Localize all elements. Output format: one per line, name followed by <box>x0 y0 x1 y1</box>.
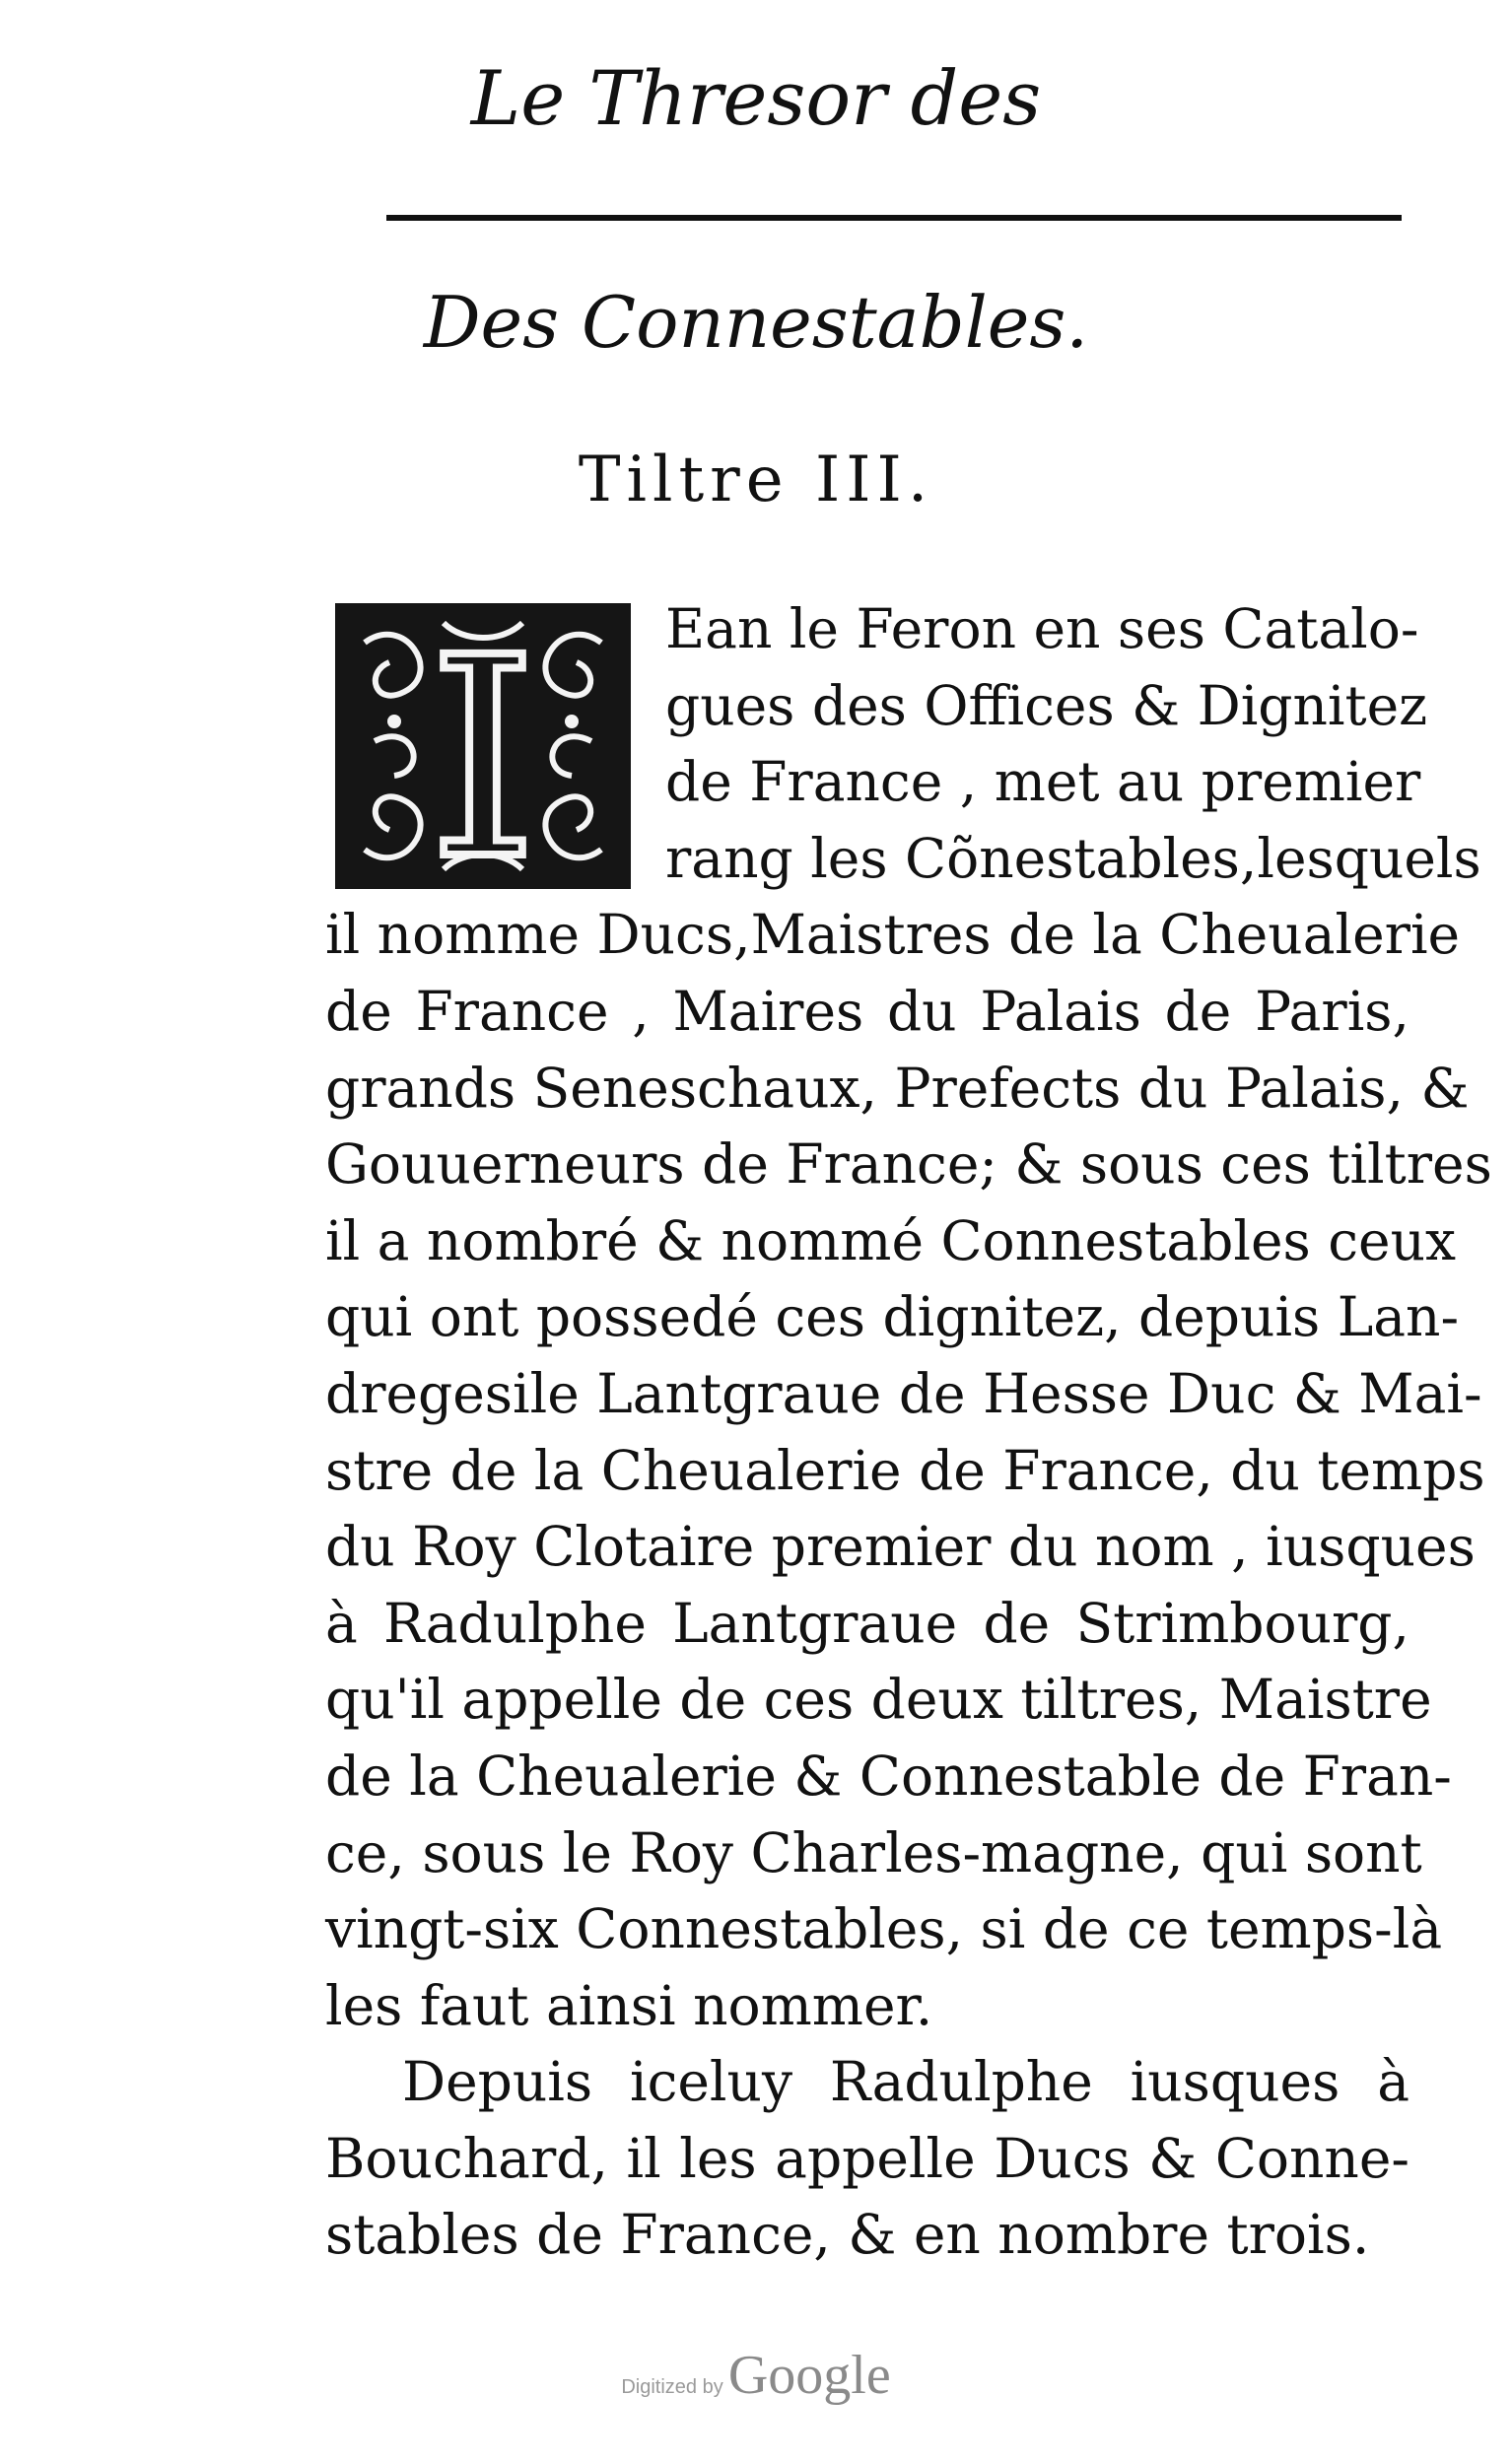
text-line: du Roy Clotaire premier du nom , iusques <box>325 1515 1476 1579</box>
text-line: stre de la Cheualerie de France, du temps <box>325 1438 1485 1502</box>
paragraph <box>325 2044 1409 2274</box>
text-line: grands Seneschaux, Prefects du Palais, & <box>325 1056 1470 1120</box>
text-line: rang les Cõnestables,lesquels <box>665 826 1481 890</box>
google-logo: Google <box>727 2345 891 2406</box>
text-line: qu'il appelle de ces deux tiltres, Maistre <box>325 1668 1432 1732</box>
text-line: gues des Offices & Dignitez <box>665 673 1428 737</box>
text-line: stables de France, & en nombre trois. <box>325 2203 1370 2267</box>
text-line: Gouuerneurs de France; & sous ces tiltres <box>325 1132 1492 1197</box>
running-head: Le Thresor des <box>470 54 1042 142</box>
text-line: de France , Maires du Palais de Paris, <box>325 979 1409 1043</box>
text-line: Bouchard, il les appelle Ducs & Conne- <box>325 2126 1409 2190</box>
title-label: Tiltre III. <box>578 444 934 516</box>
text-line: à Radulphe Lantgraue de Strimbourg, <box>325 1591 1409 1655</box>
text-line: il nomme Ducs,Maistres de la Cheualerie <box>325 903 1461 967</box>
text-line: Ean le Feron en ses Catalo- <box>665 597 1419 660</box>
section-title: Des Connestables. <box>423 281 1089 364</box>
text-line: vingt-six Connestables, si de ce temps-là <box>325 1897 1443 1961</box>
text-line: il a nombré & nommé Connestables ceux <box>325 1208 1457 1272</box>
text-line: de la Cheualerie & Connestable de Fran- <box>325 1744 1452 1808</box>
text-line: dregesile Lantgraue de Hesse Duc & Mai- <box>325 1361 1482 1425</box>
digitized-label: Digitized by <box>621 2376 723 2398</box>
header-rule <box>386 215 1402 221</box>
text-line: les faut ainsi nommer. <box>325 1973 933 2037</box>
text-line: Depuis iceluy Radulphe iusques à <box>402 2050 1409 2114</box>
text-line: qui ont possedé ces dignitez, depuis Lan- <box>325 1285 1460 1349</box>
drop-cap-letter: I <box>428 603 538 889</box>
digitization-watermark <box>0 2344 1512 2407</box>
body-text <box>325 591 1492 2274</box>
text-line: de France , met au premier <box>665 750 1421 814</box>
text-line: ce, sous le Roy Charles-magne, qui sont <box>325 1820 1422 1884</box>
paragraph <box>325 591 1492 2044</box>
